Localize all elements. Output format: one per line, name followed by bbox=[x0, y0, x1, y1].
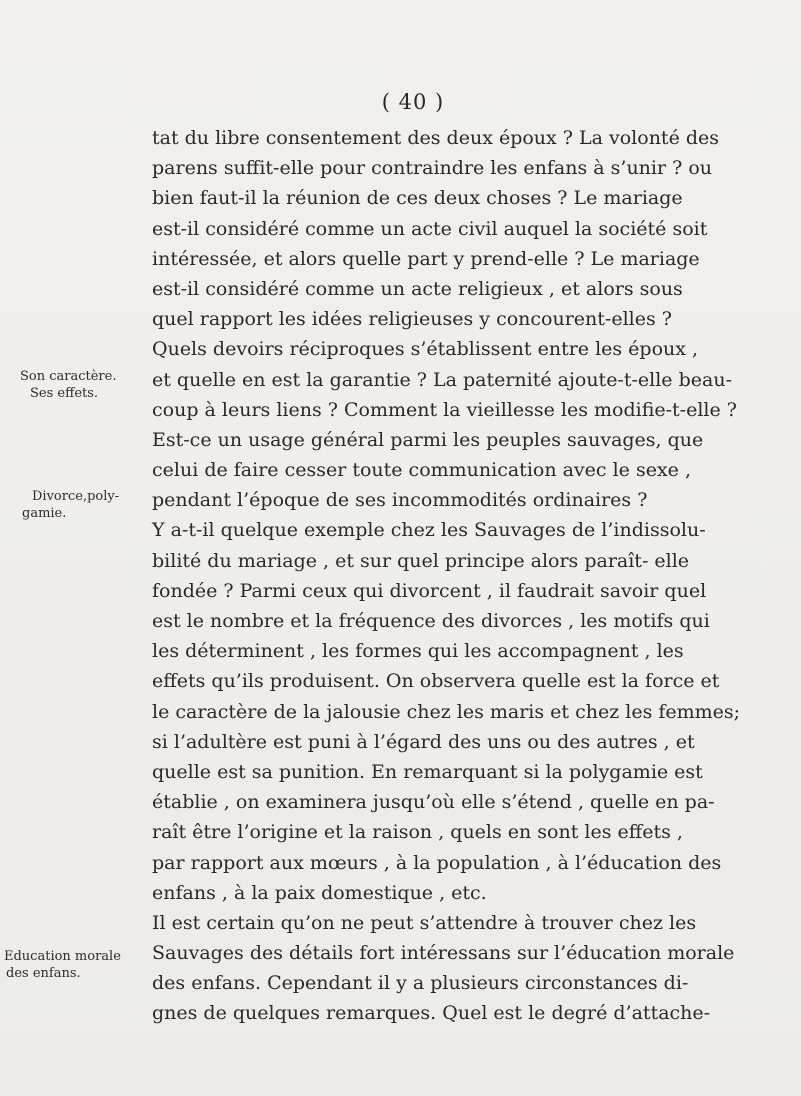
text-line: des enfans. Cependant il y a plusieurs circonstances di- bbox=[152, 972, 689, 995]
text-line: pendant l’époque de ses incommodités ordinaires ? bbox=[152, 489, 648, 512]
body-text bbox=[152, 123, 767, 1029]
margin-note-line: Son caractère. bbox=[20, 369, 117, 384]
margin-note-line: Ses effets. bbox=[30, 386, 99, 401]
text-line: Il est certain qu’on ne peut s’attendre à trouver chez les bbox=[152, 911, 697, 934]
text-line: le caractère de la jalousie chez les maris et chez les femmes; bbox=[152, 700, 741, 723]
text-line: quel rapport les idées religieuses y concourent-elles ? bbox=[152, 308, 672, 331]
margin-note-education bbox=[4, 948, 121, 982]
text-line: celui de faire cesser toute communication avec le sexe , bbox=[152, 459, 691, 482]
text-line: est-il considéré comme un acte religieux , et alors sous bbox=[152, 277, 683, 300]
text-line: coup à leurs liens ? Comment la vieillesse les modifie-t-elle ? bbox=[152, 398, 737, 421]
text-line: les déterminent , les formes qui les accompagnent , les bbox=[152, 640, 684, 663]
text-line: Est-ce un usage général parmi les peuples sauvages, que bbox=[152, 428, 704, 451]
text-line: bilité du mariage , et sur quel principe alors paraît- elle bbox=[152, 549, 690, 572]
text-line: établie , on examinera jusqu’où elle s’étend , quelle en pa- bbox=[152, 791, 715, 814]
text-line: fondée ? Parmi ceux qui divorcent , il faudrait savoir quel bbox=[152, 579, 707, 602]
margin-note-line: Divorce,poly- bbox=[32, 489, 120, 504]
text-line: quelle est sa punition. En remarquant si la polygamie est bbox=[152, 760, 703, 783]
text-line: parens suffit-elle pour contraindre les enfans à s’unir ? ou bbox=[152, 157, 713, 180]
text-line: par rapport aux mœurs , à la population , à l’éducation des bbox=[152, 851, 722, 874]
text-line: Y a-t-il quelque exemple chez les Sauvages de l’indissolu- bbox=[152, 519, 706, 542]
margin-note-line: des enfans. bbox=[6, 966, 81, 981]
text-line: gnes de quelques remarques. Quel est le degré d’attache- bbox=[152, 1002, 711, 1025]
text-line: et quelle en est la garantie ? La paternité ajoute-t-elle beau- bbox=[152, 368, 732, 391]
text-line: bien faut-il la réunion de ces deux choses ? Le mariage bbox=[152, 187, 683, 210]
margin-note-line: Education morale bbox=[4, 949, 121, 964]
text-line: effets qu’ils produisent. On observera quelle est la force et bbox=[152, 670, 720, 693]
text-line: tat du libre consentement des deux époux ? La volonté des bbox=[152, 127, 720, 149]
text-line: Quels devoirs réciproques s’établissent entre les époux , bbox=[152, 338, 699, 361]
margin-note-divorce bbox=[20, 488, 119, 522]
text-line: est-il considéré comme un acte civil auquel la société soit bbox=[152, 217, 708, 240]
text-line: enfans , à la paix domestique , etc. bbox=[152, 881, 487, 904]
margin-note-line: gamie. bbox=[22, 506, 67, 521]
page-number: ( 40 ) bbox=[381, 90, 445, 114]
margin-note-caractere bbox=[20, 368, 116, 402]
text-line: Sauvages des détails fort intéressans sur l’éducation morale bbox=[152, 942, 735, 965]
text-line: est le nombre et la fréquence des divorces , les motifs qui bbox=[152, 610, 710, 632]
text-line: raît être l’origine et la raison , quels en sont les effets , bbox=[152, 821, 683, 844]
text-line: si l’adultère est puni à l’égard des uns ou des autres , et bbox=[152, 730, 695, 753]
text-line: intéressée, et alors quelle part y prend-elle ? Le mariage bbox=[152, 247, 700, 270]
